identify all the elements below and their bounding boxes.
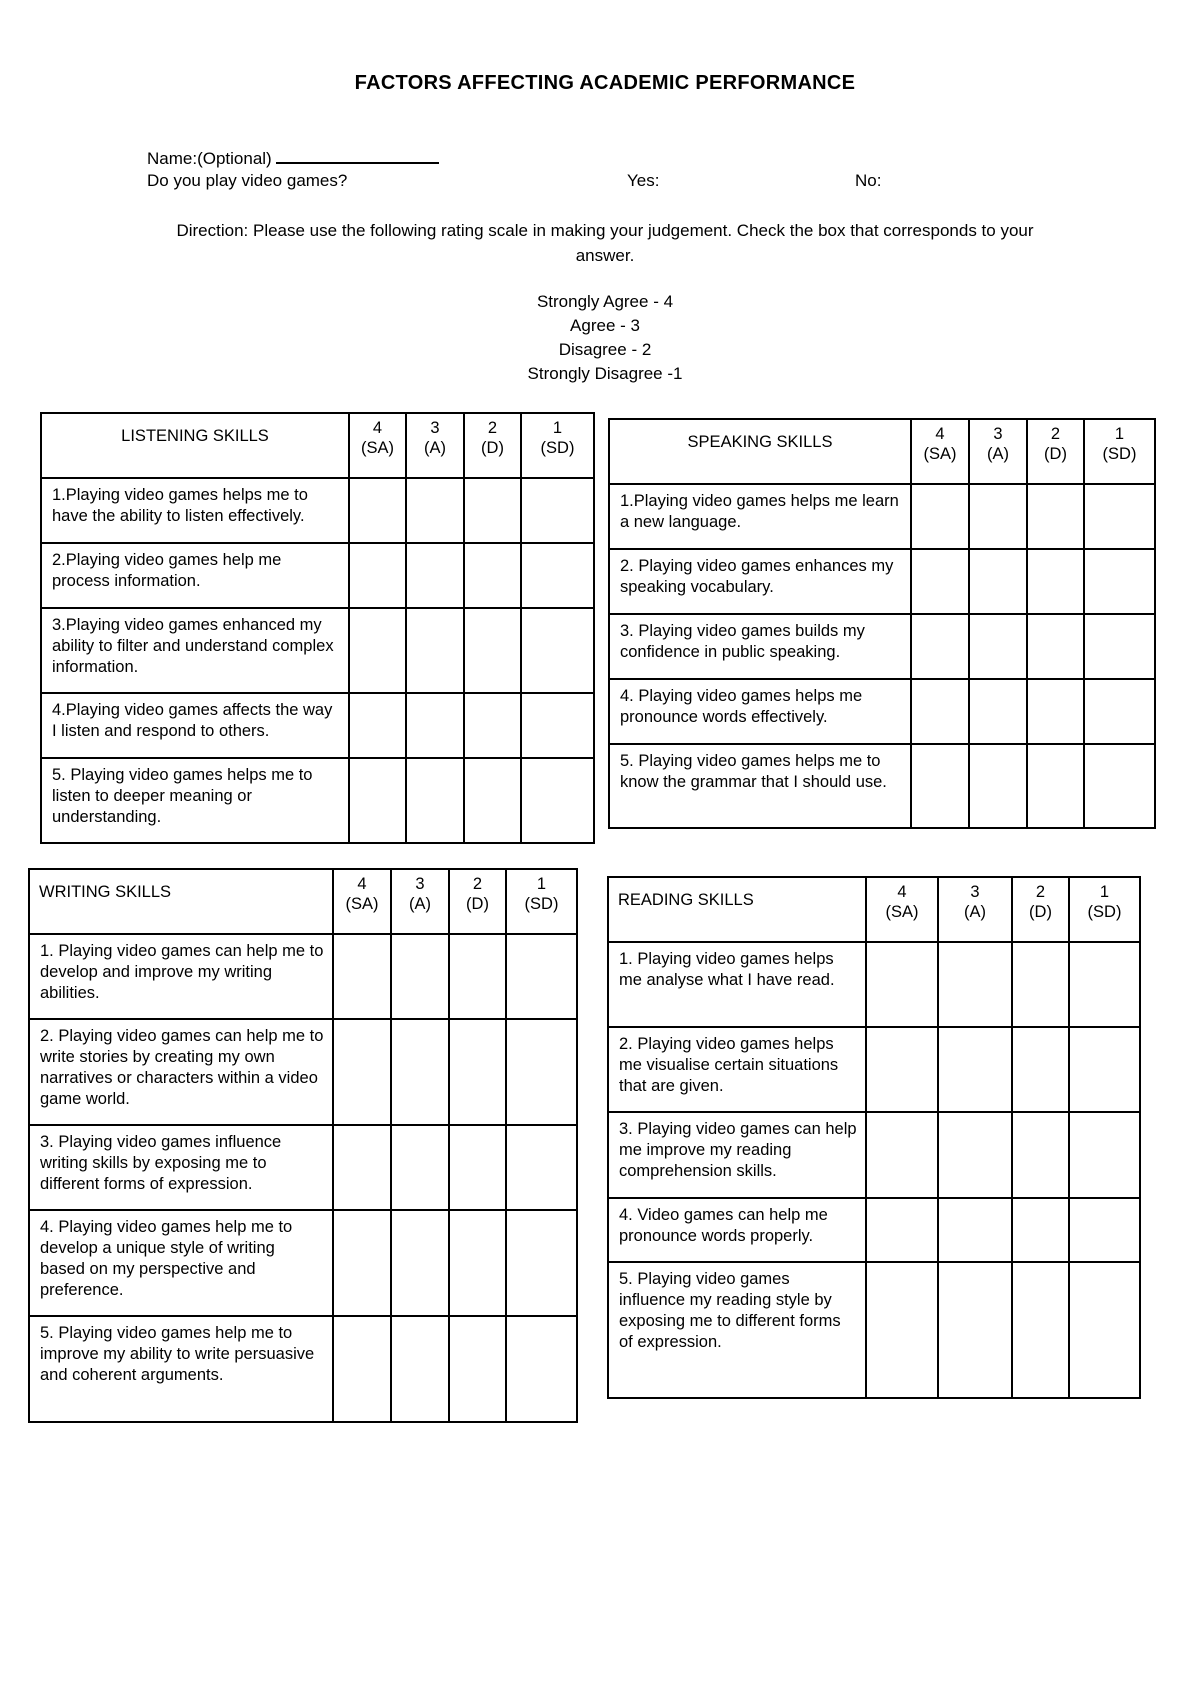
checkbox-a[interactable] — [969, 614, 1027, 679]
statement: 4. Video games can help me pronounce words properly. — [608, 1198, 866, 1262]
table-row — [41, 608, 594, 693]
checkbox-d[interactable] — [1027, 679, 1084, 744]
checkbox-sd[interactable] — [1069, 1198, 1140, 1262]
checkbox-a[interactable] — [391, 1210, 449, 1316]
rating-header-1: 1 (SD) — [1069, 877, 1140, 942]
name-blank[interactable] — [276, 147, 439, 164]
checkbox-a[interactable] — [391, 1125, 449, 1210]
checkbox-d[interactable] — [1027, 484, 1084, 549]
checkbox-sa[interactable] — [911, 614, 969, 679]
scale-item: Disagree - 2 — [558, 340, 652, 359]
name-label: Name:(Optional) — [147, 149, 272, 168]
table-row — [41, 478, 594, 543]
checkbox-a[interactable] — [969, 744, 1027, 828]
checkbox-a[interactable] — [969, 484, 1027, 549]
checkbox-a[interactable] — [406, 478, 464, 543]
checkbox-d[interactable] — [1027, 744, 1084, 828]
checkbox-sa[interactable] — [333, 1316, 391, 1422]
table-row — [41, 543, 594, 608]
table-heading: READING SKILLS — [608, 877, 866, 942]
checkbox-a[interactable] — [938, 1027, 1012, 1112]
checkbox-d[interactable] — [464, 758, 521, 843]
checkbox-sa[interactable] — [866, 1262, 938, 1398]
statement: 2.Playing video games help me process information. — [41, 543, 349, 608]
statement: 5. Playing video games helps me to know the grammar that I should use. — [609, 744, 911, 828]
checkbox-sd[interactable] — [1069, 942, 1140, 1027]
statement: 3. Playing video games builds my confidence in public speaking. — [609, 614, 911, 679]
checkbox-a[interactable] — [938, 1198, 1012, 1262]
rating-header-2: 2 (D) — [464, 413, 521, 478]
scale-item: Agree - 3 — [570, 316, 640, 335]
checkbox-sd[interactable] — [506, 1316, 577, 1422]
table-heading: LISTENING SKILLS — [41, 413, 349, 478]
table-row — [29, 1210, 577, 1316]
checkbox-sa[interactable] — [866, 1198, 938, 1262]
checkbox-sa[interactable] — [333, 1210, 391, 1316]
statement: 3. Playing video games can help me improve my reading comprehension skills. — [608, 1112, 866, 1198]
checkbox-d[interactable] — [449, 1019, 506, 1125]
rating-header-4: 4 (SA) — [911, 419, 969, 484]
checkbox-sa[interactable] — [349, 693, 406, 758]
rating-header-1: 1 (SD) — [1084, 419, 1155, 484]
checkbox-a[interactable] — [938, 1112, 1012, 1198]
scale-item: Strongly Disagree -1 — [527, 364, 683, 383]
checkbox-a[interactable] — [969, 549, 1027, 614]
checkbox-sa[interactable] — [349, 758, 406, 843]
listening-skills-table — [40, 412, 595, 844]
rating-header-4: 4 (SA) — [866, 877, 938, 942]
table-row — [608, 1112, 1140, 1198]
rating-header-3: 3 (A) — [406, 413, 464, 478]
page-title: FACTORS AFFECTING ACADEMIC PERFORMANCE — [354, 72, 856, 94]
table-row — [609, 549, 1155, 614]
scale-item: Strongly Agree - 4 — [536, 292, 674, 311]
direction-text: Direction: Please use the following rating scale in making your judgement. Check the box that corresponds to your answer. — [176, 221, 1034, 265]
table-heading: WRITING SKILLS — [29, 869, 333, 934]
table-row — [609, 484, 1155, 549]
checkbox-sa[interactable] — [911, 679, 969, 744]
reading-skills-table — [607, 876, 1141, 1399]
checkbox-d[interactable] — [464, 543, 521, 608]
checkbox-d[interactable] — [1027, 614, 1084, 679]
checkbox-d[interactable] — [464, 608, 521, 693]
rating-header-3: 3 (A) — [969, 419, 1027, 484]
checkbox-d[interactable] — [449, 1125, 506, 1210]
checkbox-d[interactable] — [1012, 1112, 1069, 1198]
checkbox-d[interactable] — [1012, 942, 1069, 1027]
checkbox-sd[interactable] — [521, 543, 594, 608]
checkbox-a[interactable] — [406, 543, 464, 608]
checkbox-sa[interactable] — [333, 1019, 391, 1125]
checkbox-sd[interactable] — [1084, 679, 1155, 744]
checkbox-sd[interactable] — [1084, 744, 1155, 828]
checkbox-sa[interactable] — [911, 484, 969, 549]
checkbox-sa[interactable] — [349, 543, 406, 608]
rating-header-1: 1 (SD) — [506, 869, 577, 934]
statement: 3. Playing video games influence writing skills by exposing me to different forms of expression. — [29, 1125, 333, 1210]
checkbox-sd[interactable] — [506, 1210, 577, 1316]
statement: 1. Playing video games can help me to develop and improve my writing abilities. — [29, 934, 333, 1019]
statement: 4. Playing video games helps me pronounce words effectively. — [609, 679, 911, 744]
checkbox-a[interactable] — [938, 942, 1012, 1027]
checkbox-sd[interactable] — [521, 693, 594, 758]
statement: 5. Playing video games influence my reading style by exposing me to different forms of expression. — [608, 1262, 866, 1398]
table-row — [29, 1125, 577, 1210]
checkbox-sd[interactable] — [521, 608, 594, 693]
table-row — [609, 679, 1155, 744]
checkbox-sd[interactable] — [1084, 549, 1155, 614]
statement: 2. Playing video games enhances my speaking vocabulary. — [609, 549, 911, 614]
rating-header-4: 4 (SA) — [349, 413, 406, 478]
checkbox-a[interactable] — [391, 1316, 449, 1422]
writing-skills-table — [28, 868, 578, 1423]
checkbox-sd[interactable] — [1084, 614, 1155, 679]
checkbox-sd[interactable] — [521, 478, 594, 543]
table-row — [609, 614, 1155, 679]
checkbox-sd[interactable] — [1069, 1262, 1140, 1398]
table-row — [608, 1262, 1140, 1398]
rating-header-2: 2 (D) — [1027, 419, 1084, 484]
rating-header-3: 3 (A) — [938, 877, 1012, 942]
statement: 1.Playing video games helps me to have the ability to listen effectively. — [41, 478, 349, 543]
checkbox-sd[interactable] — [506, 1019, 577, 1125]
checkbox-sd[interactable] — [506, 1125, 577, 1210]
statement: 5. Playing video games help me to improve my ability to write persuasive and coherent arguments. — [29, 1316, 333, 1422]
checkbox-d[interactable] — [464, 693, 521, 758]
checkbox-sa[interactable] — [866, 1027, 938, 1112]
checkbox-a[interactable] — [406, 758, 464, 843]
checkbox-a[interactable] — [969, 679, 1027, 744]
checkbox-d[interactable] — [1012, 1027, 1069, 1112]
checkbox-sa[interactable] — [911, 549, 969, 614]
speaking-skills-table — [608, 418, 1156, 829]
statement: 4.Playing video games affects the way I listen and respond to others. — [41, 693, 349, 758]
checkbox-sa[interactable] — [333, 1125, 391, 1210]
table-row — [608, 942, 1140, 1027]
checkbox-sa[interactable] — [911, 744, 969, 828]
rating-header-3: 3 (A) — [391, 869, 449, 934]
rating-scale — [0, 290, 1200, 386]
table-row — [609, 744, 1155, 828]
table-heading: SPEAKING SKILLS — [609, 419, 911, 484]
checkbox-sa[interactable] — [866, 1112, 938, 1198]
statement: 1. Playing video games helps me analyse what I have read. — [608, 942, 866, 1027]
checkbox-d[interactable] — [1012, 1262, 1069, 1398]
yes-option[interactable]: Yes: — [627, 171, 660, 190]
rating-header-1: 1 (SD) — [521, 413, 594, 478]
checkbox-d[interactable] — [1027, 549, 1084, 614]
checkbox-d[interactable] — [449, 1210, 506, 1316]
rating-header-4: 4 (SA) — [333, 869, 391, 934]
table-row — [608, 1198, 1140, 1262]
checkbox-a[interactable] — [406, 608, 464, 693]
statement: 4. Playing video games help me to develop a unique style of writing based on my perspective and preference. — [29, 1210, 333, 1316]
rating-header-2: 2 (D) — [449, 869, 506, 934]
statement: 1.Playing video games helps me learn a new language. — [609, 484, 911, 549]
play-question: Do you play video games? — [147, 171, 348, 190]
checkbox-sd[interactable] — [1084, 484, 1155, 549]
checkbox-sa[interactable] — [349, 608, 406, 693]
checkbox-sa[interactable] — [349, 478, 406, 543]
table-row — [29, 1316, 577, 1422]
table-row — [41, 693, 594, 758]
checkbox-sa[interactable] — [866, 942, 938, 1027]
statement: 3.Playing video games enhanced my ability to filter and understand complex information. — [41, 608, 349, 693]
statement: 2. Playing video games can help me to write stories by creating my own narratives or characters within a video game world. — [29, 1019, 333, 1125]
checkbox-d[interactable] — [464, 478, 521, 543]
checkbox-d[interactable] — [1012, 1198, 1069, 1262]
checkbox-sd[interactable] — [506, 934, 577, 1019]
table-row — [29, 934, 577, 1019]
table-row — [608, 1027, 1140, 1112]
checkbox-sd[interactable] — [521, 758, 594, 843]
checkbox-a[interactable] — [406, 693, 464, 758]
checkbox-sd[interactable] — [1069, 1112, 1140, 1198]
checkbox-sa[interactable] — [333, 934, 391, 1019]
video-games-question-row — [147, 171, 882, 191]
checkbox-d[interactable] — [449, 934, 506, 1019]
table-row — [41, 758, 594, 843]
statement: 5. Playing video games helps me to listen to deeper meaning or understanding. — [41, 758, 349, 843]
checkbox-a[interactable] — [391, 934, 449, 1019]
checkbox-d[interactable] — [449, 1316, 506, 1422]
name-field-row — [147, 147, 439, 169]
table-row — [29, 1019, 577, 1125]
statement: 2. Playing video games helps me visualise certain situations that are given. — [608, 1027, 866, 1112]
rating-header-2: 2 (D) — [1012, 877, 1069, 942]
checkbox-a[interactable] — [391, 1019, 449, 1125]
no-option[interactable]: No: — [855, 171, 882, 190]
checkbox-a[interactable] — [938, 1262, 1012, 1398]
checkbox-sd[interactable] — [1069, 1027, 1140, 1112]
